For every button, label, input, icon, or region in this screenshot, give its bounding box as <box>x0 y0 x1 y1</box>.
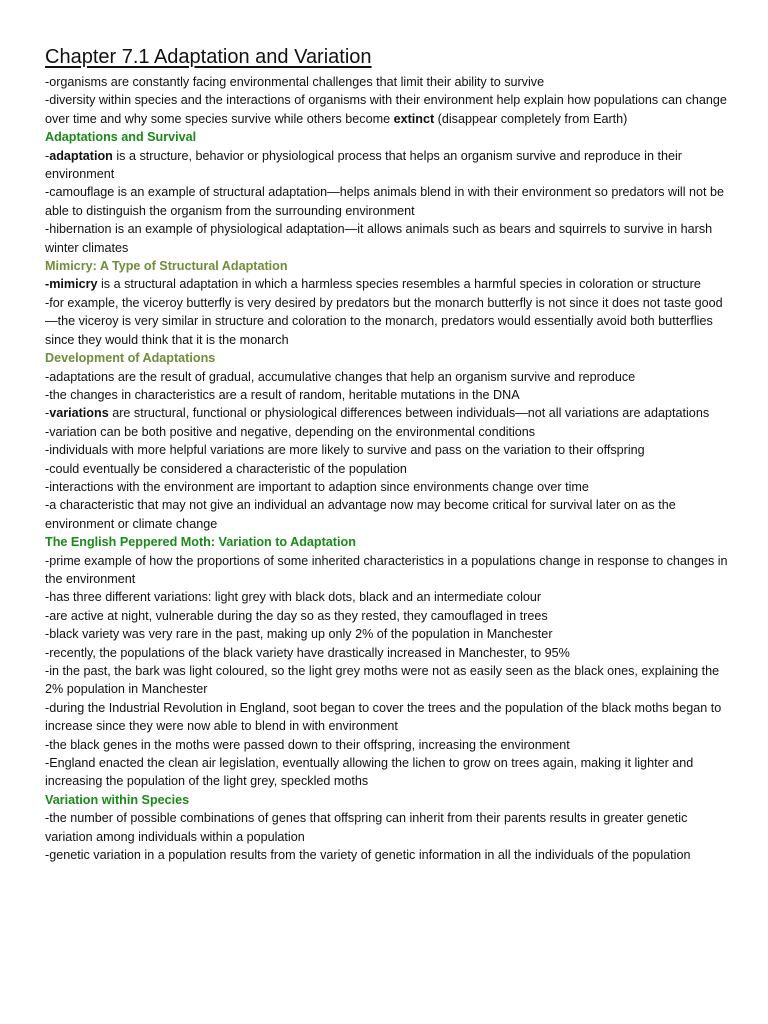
moth-line-3: -are active at night, vulnerable during the day so as they rested, they camouflaged in trees <box>45 608 548 623</box>
section-heading-adaptations-survival: Adaptations and Survival <box>45 130 197 145</box>
camouflage-line: -camouflage is an example of structural adaptation—helps animals blend in with their environment so predators will not be able to distinguish the organism from the surrounding environment <box>45 185 725 218</box>
development-line-7: -interactions with the environment are important to adaption since environments change over time <box>45 479 589 494</box>
page-title: Chapter 7.1 Adaptation and Variation <box>45 46 372 68</box>
moth-line-5: -recently, the populations of the black variety have drastically increased in Manchester, to 95% <box>45 645 570 660</box>
intro-line-1: -organisms are constantly facing environmental challenges that limit their ability to survive <box>45 75 545 89</box>
moth-line-9: -England enacted the clean air legislation, eventually allowing the lichen to grow on trees again, making it lighter and increasing the population of the light grey, speckled moths <box>45 756 694 789</box>
development-line-1: -adaptations are the result of gradual, accumulative changes that help an organism survive and reproduce <box>45 369 636 384</box>
section-heading-peppered-moth: The English Peppered Moth: Variation to Adaptation <box>45 535 356 550</box>
section-heading-development: Development of Adaptations <box>45 351 216 366</box>
section-heading-mimicry: Mimicry: A Type of Structural Adaptation <box>45 259 288 274</box>
development-line-8: -a characteristic that may not give an individual an advantage now may become critical for survival later on as the environment or climate change <box>45 498 676 531</box>
intro-line-2: -diversity within species and the interactions of organisms with their environment help explain how populations can change over time and why some species survive while others become extinct (disappear completely from Earth) <box>45 93 727 126</box>
development-line-4: -variation can be both positive and negative, depending on the environmental conditions <box>45 424 536 439</box>
term-extinct: extinct <box>393 111 435 126</box>
viceroy-example: -for example, the viceroy butterfly is very desired by predators but the monarch butterfly is not since it does not taste good—the viceroy is very similar in structure and coloration to the monarch, predators would essentially avoid both butterflies since they would think that it is the monarch <box>45 295 723 347</box>
development-line-2: -the changes in characteristics are a result of random, heritable mutations in the DNA <box>45 387 520 402</box>
variations-definition: -variations are structural, functional or physiological differences between individuals—not all variations are adaptations <box>45 406 710 421</box>
term-mimicry: -mimicry <box>45 277 98 292</box>
moth-line-6: -in the past, the bark was light coloured, so the light grey moths were not as easily seen as the black ones, explaining the 2% population in Manchester <box>45 664 720 697</box>
adaptation-definition: -adaptation is a structure, behavior or physiological process that helps an organism survive and reproduce in their environment <box>45 148 682 182</box>
moth-line-8: -the black genes in the moths were passed down to their offspring, increasing the environment <box>45 737 570 752</box>
variation-species-line-2: -genetic variation in a population results from the variety of genetic information in all the individuals of the population <box>45 848 691 863</box>
variation-species-line-1: -the number of possible combinations of genes that offspring can inherit from their parents results in greater genetic variation among individuals within a population <box>45 811 688 844</box>
development-line-5: -individuals with more helpful variations are more likely to survive and pass on the variation to their offspring <box>45 443 645 458</box>
mimicry-definition: -mimicry is a structural adaptation in which a harmless species resembles a harmful species in coloration or structure <box>45 277 701 292</box>
term-adaptation: adaptation <box>49 148 113 163</box>
hibernation-line: -hibernation is an example of physiological adaptation—it allows animals such as bears and squirrels to survive in harsh winter climates <box>45 222 713 255</box>
moth-line-2: -has three different variations: light grey with black dots, black and an intermediate colour <box>45 590 542 605</box>
section-heading-variation-within-species: Variation within Species <box>45 792 190 807</box>
term-variations: variations <box>49 406 109 421</box>
moth-line-4: -black variety was very rare in the past, making up only 2% of the population in Manchester <box>45 627 553 642</box>
development-line-6: -could eventually be considered a characteristic of the population <box>45 461 407 476</box>
moth-line-7: -during the Industrial Revolution in England, soot began to cover the trees and the population of the black moths began to increase since they were now able to blend in with environment <box>45 700 722 734</box>
moth-line-1: -prime example of how the proportions of some inherited characteristics in a populations change in response to changes in the environment <box>45 553 728 586</box>
